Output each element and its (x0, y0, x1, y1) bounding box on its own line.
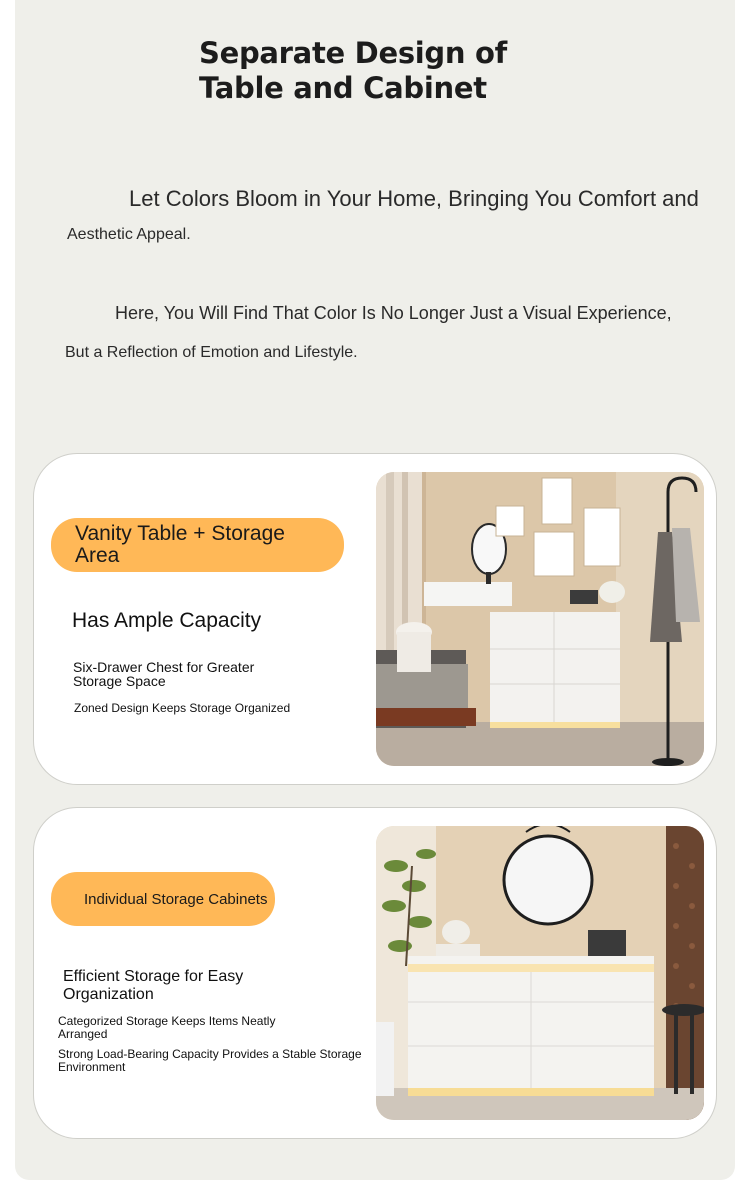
page-title (199, 36, 507, 106)
intro-paragraph-2-line-1: Here, You Will Find That Color Is No Longer Just a Visual Experience, (115, 303, 672, 323)
feature-tag-label: Vanity Table + Storage Area (75, 522, 285, 567)
feature-detail: Zoned Design Keeps Storage Organized (74, 701, 291, 715)
intro-paragraph-2-line-2: But a Reflection of Emotion and Lifestyle. (65, 344, 358, 361)
title-line-1: Separate Design of (199, 36, 507, 70)
feature-subheading: Six-Drawer Chest for Greater Storage Space (73, 659, 255, 689)
vanity-room-photo (376, 472, 704, 766)
feature-detail-1: Categorized Storage Keeps Items Neatly Arranged (58, 1014, 276, 1041)
feature-tag-vanity (51, 518, 344, 572)
vanity-room-illustration (376, 472, 704, 766)
cabinet-room-illustration (376, 826, 704, 1120)
feature-card-cabinet (33, 807, 717, 1139)
intro-paragraph-1-line-2: Aesthetic Appeal. (67, 226, 191, 243)
feature-tag-cabinet (51, 872, 275, 926)
intro-paragraph-1-line-1: Let Colors Bloom in Your Home, Bringing You Comfort and (129, 186, 699, 211)
feature-heading: Efficient Storage for Easy Organization (63, 968, 244, 1003)
title-line-2: Table and Cabinet (199, 71, 487, 105)
feature-card-vanity (33, 453, 717, 785)
feature-detail-2: Strong Load-Bearing Capacity Provides a Stable Storage Environment (58, 1047, 362, 1074)
feature-tag-label: Individual Storage Cabinets (84, 890, 268, 908)
feature-heading: Has Ample Capacity (72, 609, 262, 632)
cabinet-room-photo (376, 826, 704, 1120)
product-page (15, 0, 735, 1180)
